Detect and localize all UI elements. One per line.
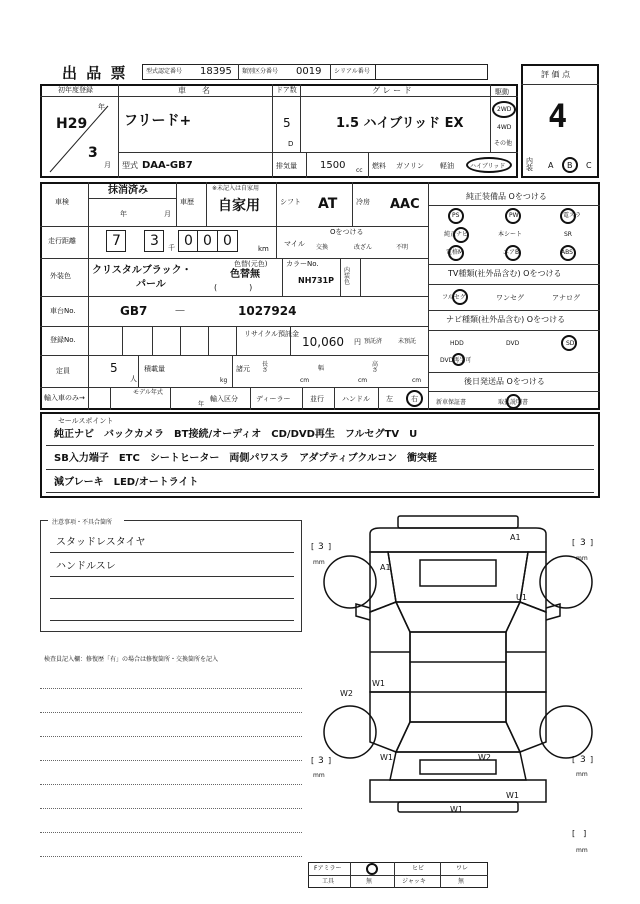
doors-label: ドア数 [276, 86, 297, 94]
handle-selected-circle [406, 390, 423, 407]
equip-ps: PS [452, 212, 460, 219]
import-label: 輸入車のみ→ [44, 394, 85, 402]
ac-label: 冷房 [356, 198, 370, 206]
color-no-label: カラーNo. [286, 260, 319, 268]
mark-u1: U1 [516, 593, 527, 602]
sales-line: SB入力端子 ETC シートヒーター 両側パワスラ アダプティブクルコン 衝突軽 [54, 453, 438, 464]
sales-label: セールスポイント [58, 417, 114, 425]
import-category-label: 輸入区分 [210, 395, 238, 403]
tread-rear-left: 3 [318, 756, 324, 766]
exterior-color-label: 外装色 [50, 272, 71, 280]
mark-w2-rear: W2 [478, 753, 491, 762]
mark-w1-door: W1 [372, 679, 385, 688]
after-title: 後日発送品 Oをつける [464, 377, 545, 386]
mileage-label: 走行距離 [48, 237, 76, 245]
equip-navi: 純正ナビ [444, 231, 469, 238]
mark-w1-rear: W1 [380, 753, 393, 762]
mileage-digit: 0 [203, 233, 212, 249]
usage-value: 自家用 [218, 198, 260, 214]
equip-slide: 電スラ [563, 212, 582, 219]
tread-rear-right: 3 [580, 755, 586, 765]
doors-value: 5 [283, 116, 291, 130]
inspector-note: 検査員記入欄：修復歴「有」の場合は修復箇所・交換箇所を記入 [44, 656, 219, 663]
drive-label: 駆動 [495, 88, 509, 96]
color-change-label: 色替(元色) [234, 260, 268, 268]
drive-2wd: 2WD [497, 106, 512, 113]
displacement-label: 排気量 [276, 162, 297, 170]
equip-airbag: エアB [503, 249, 520, 256]
fuel-hybrid: ハイブリッド [470, 163, 506, 170]
inspection-value: 抹消済み [108, 185, 148, 196]
chassis-number: 1027924 [238, 304, 297, 318]
mark-a1-fender: A1 [380, 563, 391, 572]
handle-label: ハンドル [342, 395, 370, 403]
registration-label: 登録No. [50, 336, 76, 344]
form-title: 出 品 票 [62, 64, 128, 82]
inspection-label: 車検 [55, 198, 69, 206]
capacity-value: 5 [110, 361, 118, 375]
serial-label: シリアル番号 [334, 68, 370, 75]
load-label: 積載量 [144, 365, 165, 373]
first-registration-label: 初年度登録 [58, 86, 93, 94]
fuel-selected-circle [466, 157, 512, 173]
interior-color-label: 内装色 [344, 267, 351, 286]
color-no-value: NH731P [298, 276, 334, 285]
car-name-label: 車 名 [178, 86, 210, 95]
chassis-prefix: GB7 [120, 304, 148, 318]
recycle-value: 10,060 [302, 335, 344, 349]
nav-title: ナビ種類(社外品含む) Oをつける [446, 315, 566, 324]
grade-value: 1.5 ハイブリッド EX [336, 116, 464, 131]
shift-label: シフト [280, 198, 301, 206]
mileage-digit: 0 [184, 233, 193, 249]
interior-label: 内装 [526, 157, 533, 172]
tv-fullseg: フルセグ [442, 294, 466, 301]
sales-line: 減ブレーキ LED/オートライト [54, 477, 199, 488]
color-change-value: 色替無 [230, 269, 260, 280]
mark-a1-front: A1 [510, 533, 521, 542]
notes-line: ハンドルスレ [56, 561, 116, 572]
mirror-label: Fアミラー [314, 865, 342, 872]
handle-right: 右 [411, 395, 418, 403]
nav-sd: SD [566, 340, 575, 347]
year-value: H29 [56, 116, 88, 132]
equipment-title: 純正装備品 Oをつける [466, 192, 547, 201]
month-value: 3 [88, 145, 98, 161]
usage-label: 車歴 [180, 198, 194, 206]
mark-w1-bottom: W1 [450, 805, 463, 814]
ac-value: AAC [390, 197, 420, 212]
score-label: 評 価 点 [541, 70, 571, 79]
equip-pw: PW [509, 212, 519, 219]
certification-value: 18395 [200, 66, 232, 77]
mark-w2-left: W2 [340, 689, 353, 698]
recycle-label: リサイクル預託金 [244, 330, 300, 338]
notes-line: スタッドレスタイヤ [56, 537, 146, 548]
drive-selected-circle [492, 101, 516, 118]
fuel-label: 燃料 [372, 162, 386, 170]
notes-label: 注意事項・不具合箇所 [52, 519, 113, 526]
sales-line: 純正ナビ バックカメラ BT接続/オーディオ CD/DVD再生 フルセグTV U [54, 429, 418, 440]
car-diagram [310, 512, 610, 822]
model-label: 型式 [122, 161, 138, 170]
tools-label: 工具 [322, 878, 335, 885]
tv-title: TV種類(社外品含む) Oをつける [448, 269, 562, 278]
model-year-label: モデル年式 [133, 389, 163, 396]
nav-dvd: DVD再生可 [440, 357, 472, 364]
model-value: DAA-GB7 [142, 160, 193, 171]
capacity-label: 定員 [56, 367, 70, 375]
car-name-value: フリード+ [124, 113, 192, 129]
mark-w1-bumper: W1 [506, 791, 519, 800]
category-label: 類別区分番号 [242, 68, 279, 75]
tread-front-left: 3 [318, 542, 324, 552]
after-manual: 取扱説明書 [498, 399, 529, 406]
score-value: 4 [548, 97, 568, 135]
certification-label: 型式認定番号 [146, 68, 183, 75]
interior-selected-circle [562, 157, 578, 173]
dimensions-label: 諸元 [236, 365, 250, 373]
meter-label: マイル [284, 240, 305, 248]
mileage-digit: 0 [223, 233, 232, 249]
equip-mirror: 電格M [446, 249, 464, 256]
displacement-value: 1500 [320, 160, 346, 171]
exterior-color-value: クリスタルブラック・ [92, 265, 192, 276]
mileage-digit: 3 [150, 233, 159, 249]
grade-label: グ レ ー ド [372, 86, 412, 95]
jack-label: ジャッキ [402, 878, 426, 885]
mileage-digit: 7 [112, 233, 121, 249]
chassis-label: 車台No. [50, 307, 76, 315]
tread-front-right: 3 [580, 538, 586, 548]
equip-abs: ABS [561, 249, 573, 256]
category-value: 0019 [296, 66, 322, 77]
shift-value: AT [318, 196, 338, 212]
